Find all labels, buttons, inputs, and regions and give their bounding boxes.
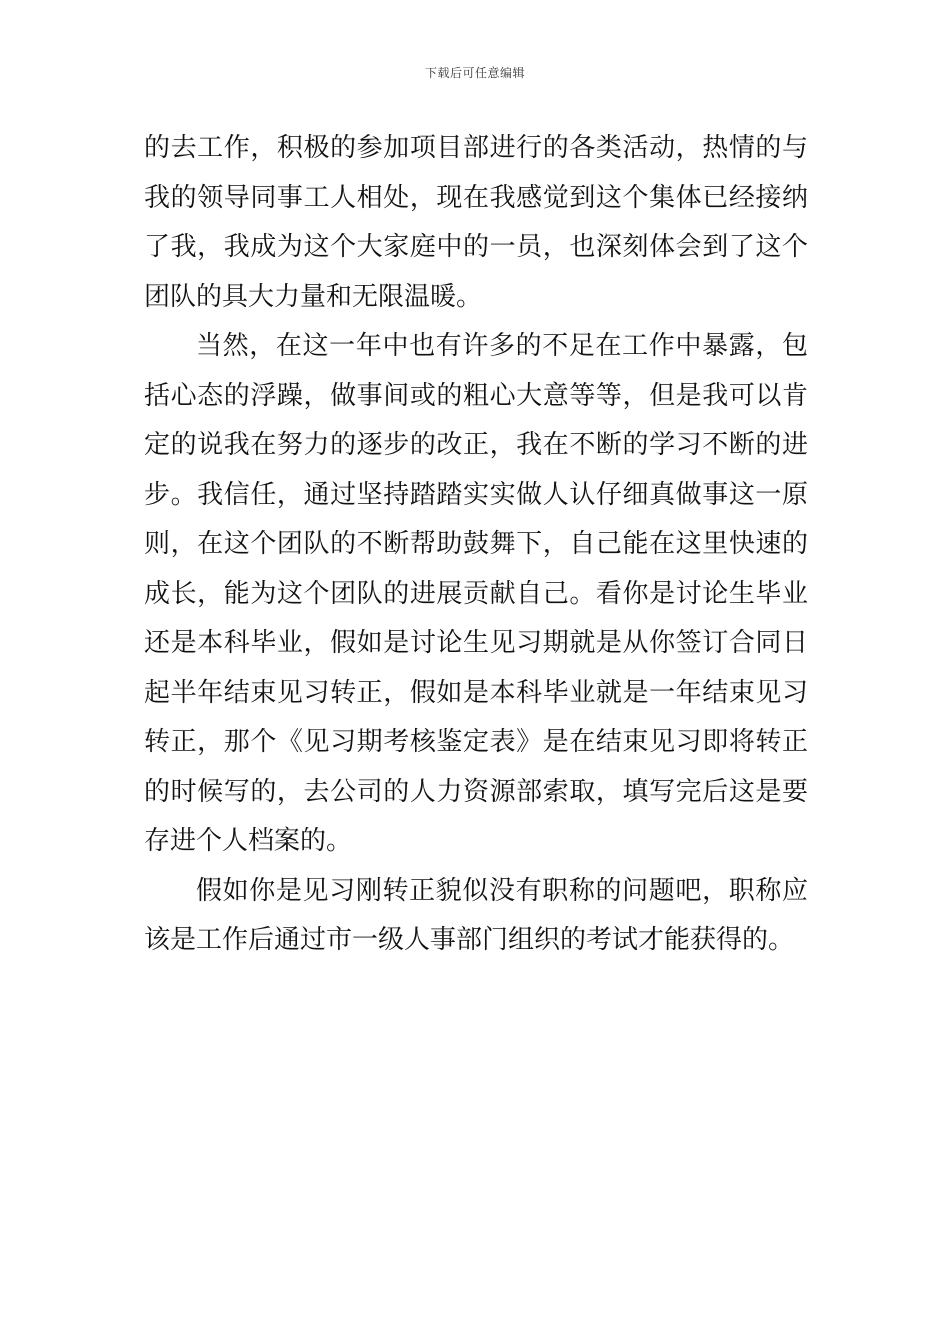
paragraph-1: 的去工作，积极的参加项目部进行的各类活动，热情的与我的领导同事工人相处，现在我感觉到这个集体已经接纳了我，我成为这个大家庭中的一员，也深刻体会到了这个团队的具大力量和无限温暖。 — [144, 133, 808, 312]
paragraph-2: 当然，在这一年中也有许多的不足在工作中暴露，包括心态的浮躁，做事间或的粗心大意等等，但是我可以肯定的说我在努力的逐步的改正，我在不断的学习不断的进步。我信任，通过坚持踏踏实实做人认仔细真做事这一原则，在这个团队的不断帮助鼓舞下，自己能在这里快速的成长，能为这个团队的进展贡献自己。看你是讨论生毕业还是本科毕业，假如是讨论生见习期就是从你签订合同日起半年结束见习转正，假如是本科毕业就是一年结束见习转正，那个《见习期考核鉴定表》是在结束见习即将转正的时候写的，去公司的人力资源部索取，填写完后这是要存进个人档案的。 — [144, 331, 808, 856]
paragraph-3: 假如你是见习刚转正貌似没有职称的问题吧，职称应该是工作后通过市一级人事部门组织的考试才能获得的。 — [144, 875, 808, 955]
document-body — [144, 124, 808, 966]
page-header: 下载后可任意编辑 — [424, 66, 525, 80]
